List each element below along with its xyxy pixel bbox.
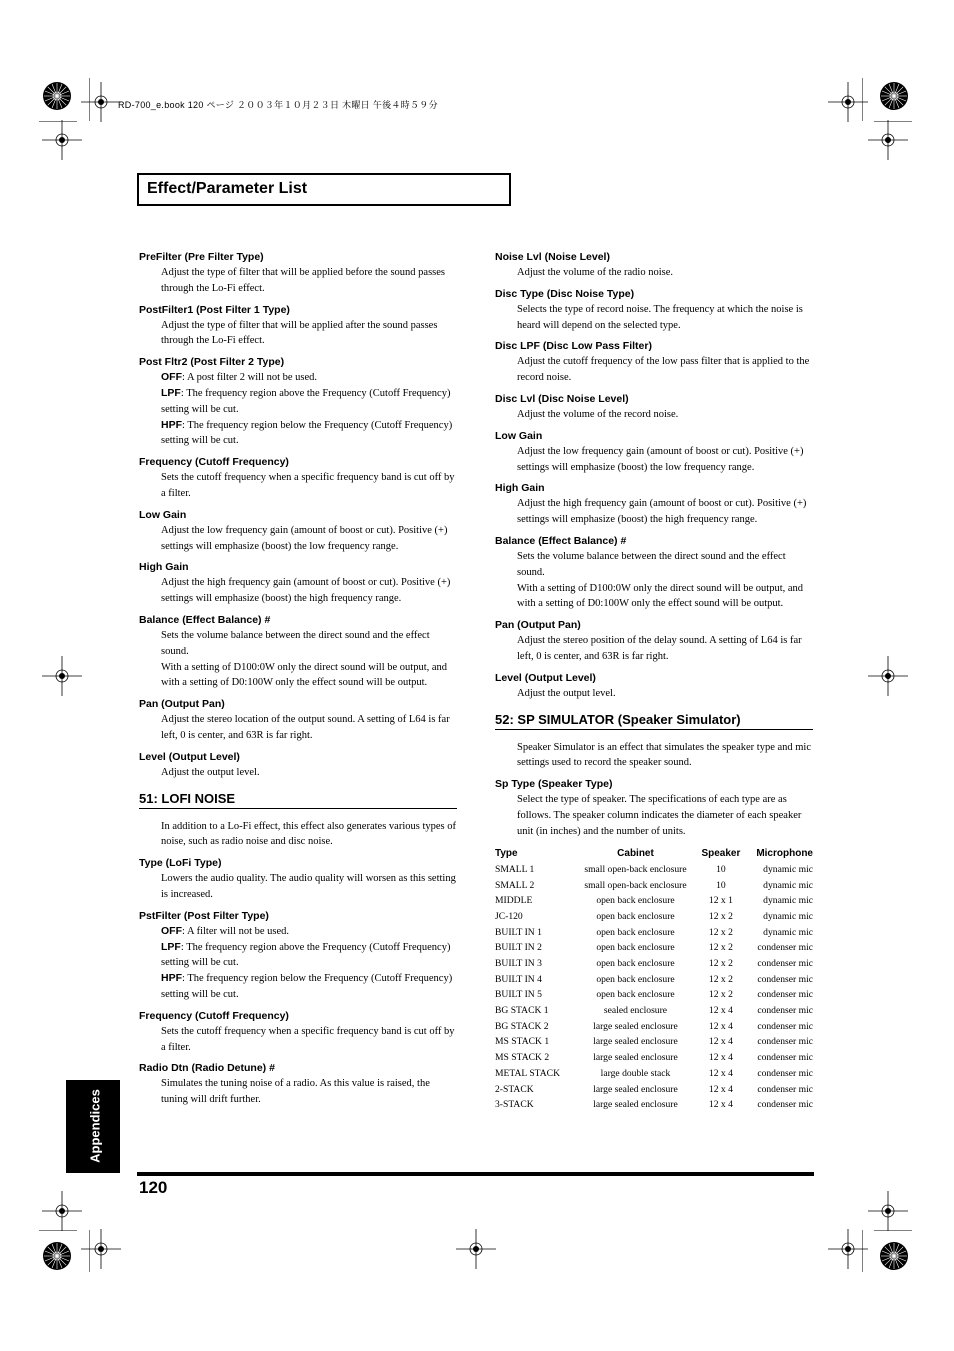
table-cell: MIDDLE [495, 895, 533, 907]
param-name: Level (Output Level) [495, 671, 596, 684]
param-name: Frequency (Cutoff Frequency) [139, 456, 289, 469]
registration-crosshair-icon [868, 1191, 908, 1231]
param-option [161, 940, 457, 972]
table-cell: SMALL 1 [495, 863, 535, 875]
table-cell: condenser mic [757, 942, 813, 954]
page-title-box [137, 173, 511, 206]
param-description-text: Sets the volume balance between the direct sound and the effect sound. [517, 550, 786, 578]
table-header-cell: Microphone [756, 848, 813, 860]
param-description [161, 628, 457, 691]
param-name: High Gain [139, 561, 189, 574]
table-cell: small open-back enclosure [584, 863, 687, 875]
registration-crosshair-icon [81, 1229, 121, 1269]
param-description [161, 1076, 457, 1108]
table-cell: 12 x 2 [708, 973, 733, 985]
table-cell: 10 [716, 879, 726, 891]
registration-crosshair-icon [42, 1191, 82, 1231]
table-cell: 12 x 4 [708, 1067, 733, 1079]
right-param-list-top [495, 250, 813, 702]
registration-crosshair-icon [868, 656, 908, 696]
param-entry [495, 287, 813, 334]
param-description-text: Adjust the volume of the record noise. [517, 408, 679, 420]
param-description [161, 712, 457, 744]
param-name: PreFilter (Pre Filter Type) [139, 251, 264, 263]
bottom-rule [137, 1172, 814, 1176]
table-row [495, 1018, 813, 1034]
param-description [161, 924, 457, 1003]
table-cell: open back enclosure [596, 942, 675, 954]
table-cell: condenser mic [757, 973, 813, 985]
param-description [517, 633, 813, 665]
param-entry [139, 455, 457, 502]
table-cell: large sealed enclosure [593, 1052, 678, 1064]
table-cell: MS STACK 1 [495, 1036, 550, 1048]
table-cell: condenser mic [757, 1067, 813, 1079]
table-cell: METAL STACK [495, 1067, 560, 1079]
param-name: Balance (Effect Balance) # [495, 534, 627, 547]
page-title: Effect/Parameter List [147, 180, 308, 197]
table-row [495, 909, 813, 925]
table-cell: small open-back enclosure [584, 879, 687, 891]
param-name: Balance (Effect Balance) # [139, 613, 271, 626]
trim-line [89, 1230, 90, 1273]
table-row [495, 1065, 813, 1081]
table-cell: BUILT IN 1 [495, 926, 542, 938]
param-description-text: Adjust the low frequency gain (amount of boost or cut). Positive (+) settings will emphasize (boost) the low frequency range. [517, 445, 804, 473]
registration-crosshair-icon [42, 120, 82, 160]
table-cell: 12 x 4 [708, 1099, 733, 1111]
registration-crosshair-icon [42, 656, 82, 696]
table-cell: 10 [716, 863, 726, 875]
table-cell: BUILT IN 5 [495, 989, 542, 1001]
table-row [495, 1034, 813, 1050]
param-description [161, 575, 457, 607]
table-cell: condenser mic [757, 1052, 813, 1064]
table-cell: dynamic mic [763, 910, 813, 922]
table-cell: large sealed enclosure [593, 1020, 678, 1032]
option-text: : The frequency region above the Frequency (Cutoff Frequency) setting will be cut. [161, 387, 451, 415]
table-cell: BG STACK 2 [495, 1020, 549, 1032]
table-row [495, 940, 813, 956]
table-cell: 12 x 2 [708, 958, 733, 969]
param-entry [495, 429, 813, 476]
page-number: 120 [139, 1178, 168, 1197]
param-description [161, 523, 457, 555]
table-cell: condenser mic [757, 1020, 813, 1032]
param-entry [139, 355, 457, 449]
table-cell: 12 x 2 [708, 989, 733, 1001]
option-key: LPF [161, 940, 181, 953]
param-name: Disc Type (Disc Noise Type) [495, 287, 635, 300]
param-description-text: Adjust the low frequency gain (amount of boost or cut). Positive (+) settings will emphasize (boost) the low frequency range. [161, 524, 448, 552]
param-description [517, 549, 813, 612]
param-option [161, 971, 457, 1003]
table-cell: condenser mic [757, 989, 813, 1001]
table-cell: open back enclosure [596, 926, 675, 938]
option-text: : A filter will not be used. [182, 925, 290, 937]
option-key: LPF [161, 386, 181, 399]
table-cell: condenser mic [757, 1099, 813, 1111]
option-text: : The frequency region below the Frequency (Cutoff Frequency) setting will be cut. [161, 973, 453, 1000]
table-row [495, 971, 813, 987]
registration-target-icon [42, 81, 72, 111]
param-entry [139, 697, 457, 744]
table-row [495, 924, 813, 940]
param-name: High Gain [495, 482, 545, 495]
table-row [495, 862, 813, 878]
registration-crosshair-icon [81, 82, 121, 122]
param-description-text: Adjust the type of filter that will be applied before the sound passes through the Lo-Fi effect. [161, 267, 446, 294]
right-column [495, 250, 813, 1113]
table-cell: large sealed enclosure [593, 1083, 678, 1095]
param-name: Pan (Output Pan) [139, 698, 225, 711]
param-description-text: Adjust the output level. [161, 766, 260, 778]
option-key: HPF [161, 972, 182, 985]
table-row [495, 987, 813, 1003]
param-entry [495, 392, 813, 423]
trim-line [39, 1230, 78, 1231]
table-cell: 12 x 1 [708, 895, 733, 907]
param-description-text: Adjust the cutoff frequency of the low pass filter that is applied to the record noise. [517, 356, 810, 384]
table-cell: 12 x 2 [708, 942, 733, 954]
param-entry [495, 534, 813, 612]
table-row [495, 1050, 813, 1066]
table-cell: 12 x 4 [708, 1020, 733, 1032]
left-param-list-bottom [139, 856, 457, 1108]
table-row [495, 1097, 813, 1113]
table-header-cell: Type [495, 848, 518, 860]
registration-crosshair-icon [868, 120, 908, 160]
table-cell: sealed enclosure [603, 1005, 668, 1017]
param-description [161, 765, 457, 781]
param-description [517, 444, 813, 476]
table-row [495, 1081, 813, 1097]
table-cell: BUILT IN 2 [495, 942, 542, 954]
param-option [161, 386, 457, 418]
table-header-row [495, 846, 813, 862]
param-sp-type [495, 777, 813, 839]
speaker-type-table [495, 846, 813, 1113]
param-description: Select the type of speaker. The specifications of each type are as follows. The speaker column indicates the diameter of each speaker unit (in inches) and the number of units. [517, 794, 802, 837]
param-description [517, 496, 813, 528]
param-name: Post Fltr2 (Post Filter 2 Type) [139, 356, 285, 369]
trim-line [874, 121, 913, 122]
param-entry [139, 250, 457, 297]
param-description [161, 1024, 457, 1056]
table-cell: dynamic mic [763, 895, 813, 907]
trim-line [862, 1230, 863, 1273]
param-description [517, 407, 813, 423]
option-text: : The frequency region above the Frequency (Cutoff Frequency) setting will be cut. [161, 941, 451, 969]
param-name: Disc LPF (Disc Low Pass Filter) [495, 340, 652, 353]
param-entry [139, 856, 457, 903]
param-description-text: Sets the cutoff frequency when a specific frequency band is cut off by a filter. [161, 1025, 455, 1053]
param-entry [495, 618, 813, 665]
param-description [517, 265, 813, 281]
table-cell: open back enclosure [596, 989, 675, 1001]
table-cell: condenser mic [757, 1005, 813, 1017]
registration-target-icon [42, 1241, 72, 1271]
param-description [161, 265, 457, 297]
table-cell: dynamic mic [763, 863, 813, 875]
option-text: : A post filter 2 will not be used. [182, 372, 318, 384]
table-cell: 3-STACK [495, 1099, 534, 1111]
left-param-list-top [139, 250, 457, 781]
option-key: HPF [161, 418, 182, 431]
table-cell: 12 x 2 [708, 926, 733, 938]
option-key: OFF [161, 371, 182, 384]
table-cell: BG STACK 1 [495, 1005, 549, 1017]
param-description [161, 470, 457, 502]
param-name: Low Gain [139, 508, 187, 521]
table-body [495, 862, 813, 1113]
table-cell: condenser mic [757, 1036, 813, 1048]
table-cell: SMALL 2 [495, 879, 535, 891]
param-entry [495, 339, 813, 386]
param-description-text: Lowers the audio quality. The audio quality will worsen as this setting is increased. [161, 873, 456, 900]
table-header-cell: Speaker [701, 848, 741, 860]
table-cell: condenser mic [757, 958, 813, 969]
param-name: Sp Type (Speaker Type) [495, 778, 613, 791]
table-cell: 12 x 4 [708, 1052, 733, 1064]
param-description-text: Sets the volume balance between the direct sound and the effect sound. [161, 629, 430, 657]
table-cell: dynamic mic [763, 926, 813, 938]
param-name: PstFilter (Post Filter Type) [139, 909, 269, 922]
table-cell: 12 x 4 [708, 1005, 733, 1017]
param-name: PostFilter1 (Post Filter 1 Type) [139, 303, 290, 316]
param-entry [139, 303, 457, 350]
param-option [161, 924, 457, 940]
table-cell: 2-STACK [495, 1083, 534, 1095]
param-name: Level (Output Level) [139, 750, 240, 763]
table-row [495, 893, 813, 909]
registration-crosshair-icon [456, 1229, 496, 1269]
param-entry [495, 481, 813, 528]
param-entry [495, 250, 813, 281]
param-name: Radio Dtn (Radio Detune) # [139, 1062, 275, 1075]
print-header-line: RD-700_e.book 120 ページ ２００３年１０月２３日 木曜日 午後４時５９分 [118, 100, 438, 110]
param-entry [139, 909, 457, 1003]
param-description-text: Adjust the stereo location of the output sound. A setting of L64 is far left, 0 is center, and 63R is far right. [161, 714, 450, 741]
trim-line [862, 78, 863, 122]
table-cell: JC-120 [495, 910, 523, 922]
param-entry [139, 613, 457, 691]
param-description [517, 686, 813, 702]
param-entry [139, 750, 457, 781]
table-cell: MS STACK 2 [495, 1052, 550, 1064]
param-description-text: Adjust the output level. [517, 687, 616, 699]
param-description [517, 354, 813, 386]
registration-target-icon [879, 81, 909, 111]
param-entry [495, 671, 813, 702]
param-description-text: Adjust the type of filter that will be applied after the sound passes through the Lo-Fi effect. [161, 319, 438, 347]
param-description-text: Adjust the stereo position of the delay sound. A setting of L64 is far left, 0 is center, and 63R is far right. [517, 635, 802, 662]
table-cell: open back enclosure [596, 895, 675, 907]
param-entry [139, 1061, 457, 1108]
table-cell: BUILT IN 3 [495, 958, 542, 969]
table-cell: large double stack [600, 1067, 671, 1079]
section-intro: In addition to a Lo-Fi effect, this effect also generates various types of noise, such as radio noise and disc noise. [161, 820, 456, 848]
section-title: 51: LOFI NOISE [139, 790, 236, 806]
trim-line [89, 78, 90, 122]
param-name: Low Gain [495, 429, 543, 442]
table-cell: dynamic mic [763, 879, 813, 891]
trim-line [874, 1230, 913, 1231]
table-row [495, 877, 813, 893]
param-option [161, 418, 457, 450]
table-cell: open back enclosure [596, 910, 675, 922]
param-entry [139, 508, 457, 555]
table-row [495, 956, 813, 972]
param-description-text: Adjust the high frequency gain (amount of boost or cut). Positive (+) settings will emphasize (boost) the high frequency range. [517, 498, 807, 526]
option-key: OFF [161, 924, 182, 937]
param-description-text: Adjust the volume of the radio noise. [517, 267, 674, 278]
section-title: 52: SP SIMULATOR (Speaker Simulator) [495, 711, 741, 727]
table-cell: BUILT IN 4 [495, 973, 542, 985]
param-description-text: With a setting of D100:0W only the direct sound will be output, and with a setting of D0:100W only the effect sound will be output. [517, 582, 804, 610]
param-name: Disc Lvl (Disc Noise Level) [495, 392, 629, 405]
param-description-text: Sets the cutoff frequency when a specific frequency band is cut off by a filter. [161, 472, 455, 499]
param-description [161, 871, 457, 903]
param-description-text: With a setting of D100:0W only the direct sound will be output, and with a setting of D0:100W only the effect sound will be output. [161, 661, 448, 689]
table-cell: open back enclosure [596, 958, 675, 969]
param-entry [139, 560, 457, 607]
table-row [495, 1003, 813, 1019]
side-tab [66, 1080, 120, 1173]
param-name: Pan (Output Pan) [495, 619, 581, 632]
param-name: Frequency (Cutoff Frequency) [139, 1009, 289, 1022]
table-cell: large sealed enclosure [593, 1036, 678, 1048]
left-column [139, 250, 457, 1114]
param-description [161, 370, 457, 449]
option-text: : The frequency region below the Frequency (Cutoff Frequency) setting will be cut. [161, 419, 453, 447]
trim-line [39, 121, 78, 122]
side-tab-label: Appendices [87, 1089, 103, 1163]
table-cell: large sealed enclosure [593, 1099, 678, 1111]
table-cell: 12 x 2 [708, 910, 733, 922]
param-description [517, 302, 813, 334]
param-name: Type (LoFi Type) [139, 857, 222, 870]
param-option [161, 370, 457, 386]
param-description [161, 318, 457, 350]
table-cell: 12 x 4 [708, 1036, 733, 1048]
param-entry [139, 1009, 457, 1056]
table-cell: 12 x 4 [708, 1083, 733, 1095]
table-cell: condenser mic [757, 1083, 813, 1095]
param-description-text: Selects the type of record noise. The frequency at which the noise is heard will depend on the selected type. [517, 303, 803, 331]
registration-target-icon [879, 1241, 909, 1271]
table-header-cell: Cabinet [617, 848, 654, 860]
section-header-sp-simulator [495, 712, 813, 730]
section-intro: Speaker Simulator is an effect that simulates the speaker type and mic settings used to record the speaker sound. [517, 741, 812, 769]
section-header-lofi-noise [139, 791, 457, 809]
table-cell: open back enclosure [596, 973, 675, 985]
param-description-text: Adjust the high frequency gain (amount of boost or cut). Positive (+) settings will emphasize (boost) the high frequency range. [161, 577, 451, 605]
param-name: Noise Lvl (Noise Level) [495, 251, 610, 263]
param-description-text: Simulates the tuning noise of a radio. As this value is raised, the tuning will drift further. [161, 1078, 430, 1106]
